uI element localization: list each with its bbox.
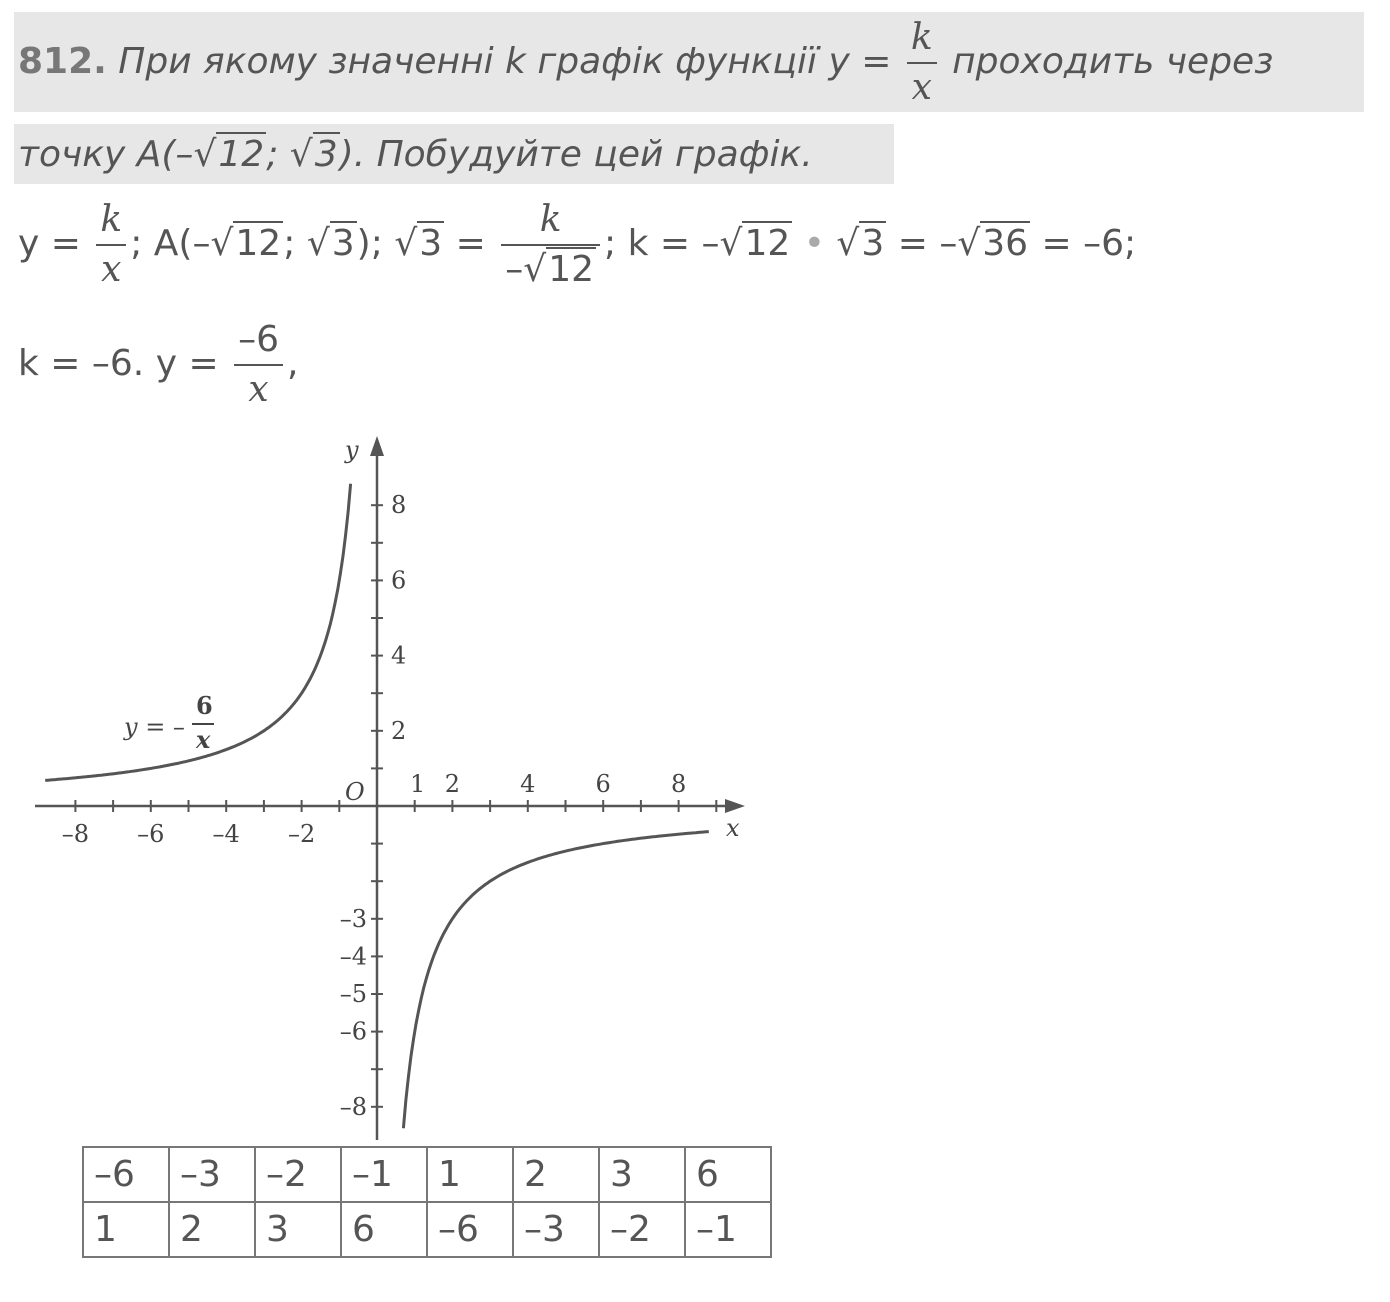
y-tick-label: 2 [391, 716, 407, 745]
x-tick-label: –2 [287, 820, 316, 848]
frac-den: x [248, 369, 269, 410]
chart-axes [35, 436, 745, 1140]
x-tick-label: 6 [595, 770, 611, 798]
frac-den: x [101, 249, 122, 290]
table-cell: –1 [685, 1202, 771, 1257]
table-cell: –6 [427, 1202, 513, 1257]
table-cell: –2 [255, 1147, 341, 1202]
problem-line2-c: ). Побудуйте цей графік. [339, 134, 813, 175]
table-cell: 3 [255, 1202, 341, 1257]
y-tick-label: –8 [339, 1092, 367, 1121]
solution-equals-minus: = – [897, 223, 958, 264]
solution-result: = –6; [1041, 223, 1137, 264]
table-cell: 3 [599, 1147, 685, 1202]
table-cell: –2 [599, 1202, 685, 1257]
y-axis-label: y [345, 436, 359, 464]
hyperbola-branch-2 [403, 832, 708, 1129]
problem-text-a: При якому значенні k графік функції y = [118, 41, 892, 82]
table-cell: –1 [341, 1147, 427, 1202]
table-cell: 1 [427, 1147, 513, 1202]
sqrt-symbol: √12 [719, 223, 791, 264]
solution-comma: , [286, 343, 299, 384]
x-tick-label: 1 [410, 770, 426, 798]
sqrt-symbol: √36 [957, 223, 1029, 264]
solution-sep: ; [283, 223, 296, 264]
x-tick-label: –8 [61, 820, 90, 848]
table-cell: –6 [83, 1147, 169, 1202]
sqrt-symbol: √12 [523, 249, 595, 290]
curve-label [123, 691, 214, 754]
origin-label: O [345, 778, 365, 806]
solution-y-equals: y = [18, 223, 81, 264]
sqrt-symbol: √3 [306, 223, 355, 264]
minus-sign: – [505, 249, 524, 290]
y-tick-label: 4 [391, 641, 407, 670]
solution-k-result: k = –6. y = [18, 343, 219, 384]
table-cell: 2 [169, 1202, 255, 1257]
sqrt-symbol: √12 [193, 134, 265, 175]
problem-line2-a: точку A(– [18, 134, 194, 175]
table-cell: –3 [513, 1202, 599, 1257]
problem-text-b: проходить через [952, 41, 1274, 82]
sqrt-symbol: √3 [289, 134, 338, 175]
y-tick-label: 6 [391, 566, 407, 595]
problem-frac-den: x [911, 67, 932, 108]
solution-equals: = [455, 223, 486, 264]
y-tick-label: –4 [339, 942, 367, 971]
solution-point-a: ; A(– [130, 223, 211, 264]
problem-frac-num: k [907, 14, 937, 64]
frac-num: k [501, 196, 600, 246]
table-cell: 6 [685, 1147, 771, 1202]
curve-label-den: x [196, 725, 211, 754]
x-axis-arrow [725, 799, 745, 813]
table-row-y [83, 1202, 771, 1257]
y-axis-arrow [370, 436, 384, 456]
table-row-x [83, 1147, 771, 1202]
multiply-dot: • [803, 223, 825, 264]
y-tick-label: 8 [391, 491, 407, 520]
y-tick-label: –5 [339, 980, 367, 1008]
values-table [82, 1146, 772, 1258]
table-cell: 1 [83, 1202, 169, 1257]
sqrt-symbol: √3 [836, 223, 885, 264]
problem-line2-b: ; [266, 134, 279, 175]
table-cell: 6 [341, 1202, 427, 1257]
curve-label-num: 6 [196, 691, 213, 720]
x-tick-label: 8 [670, 770, 687, 798]
solution-close: ); [356, 223, 383, 264]
curve-label-prefix: y = – [124, 713, 185, 741]
x-tick-label: 2 [444, 770, 461, 798]
x-tick-label: –6 [137, 820, 165, 848]
sqrt-symbol: √12 [210, 223, 282, 264]
sqrt-symbol: √3 [394, 223, 443, 264]
frac-num: –6 [234, 316, 283, 366]
table-cell: –3 [169, 1147, 255, 1202]
solution-k-equals: ; k = – [604, 223, 720, 264]
x-axis-label: x [726, 814, 740, 842]
problem-number: 812. [18, 41, 107, 82]
table-cell: 2 [513, 1147, 599, 1202]
frac-num: k [96, 196, 126, 246]
x-tick-label: –4 [212, 820, 240, 848]
x-tick-label: 4 [520, 770, 536, 798]
y-tick-label: –6 [339, 1017, 367, 1046]
y-tick-label: –3 [339, 904, 367, 933]
